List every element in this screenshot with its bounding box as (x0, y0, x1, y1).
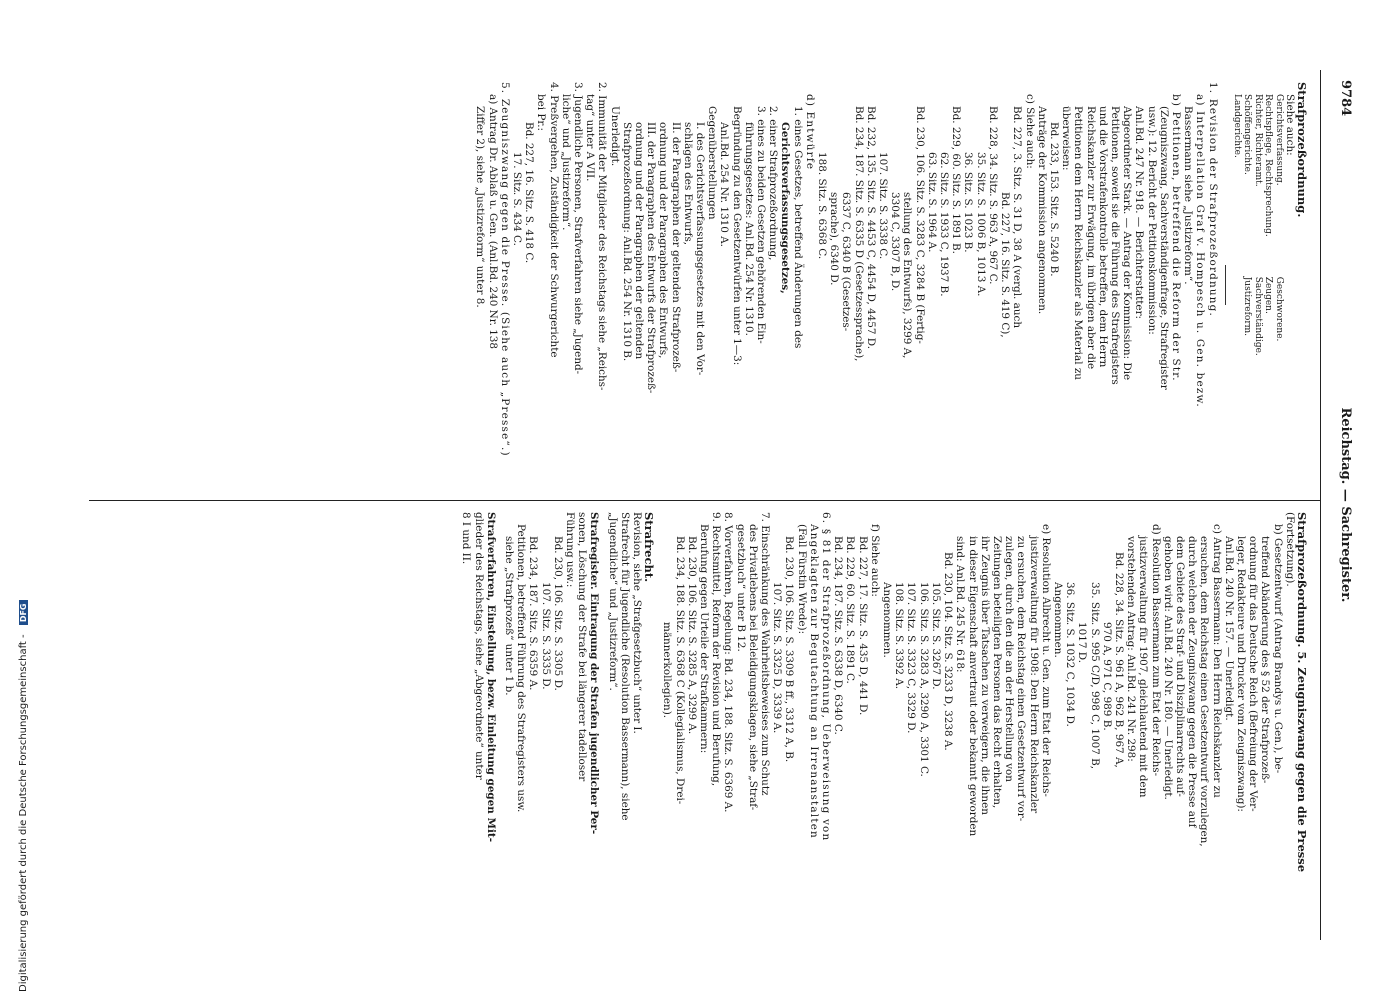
siehe-auch-label: Siehe auch: (1283, 94, 1296, 156)
right-entry-line: vorstehenden Antrag: Anl.Bd. 241 Nr. 298: (1125, 536, 1138, 762)
left-entry-line: Bd. 228, 34. Sitz. S. 963 A, 967 C. (986, 106, 999, 285)
left-entry-line: Bd. 232, 135. Sitz. S. 4453 C, 4454 D, 4457 D. (864, 106, 877, 350)
right-entry-line: in dieser Eigenschaft anvertraut oder bekannt geworden (966, 536, 979, 837)
left-entry-line: I. des Gerichtsverfassungsgesetzes mit den Vor- (694, 122, 707, 376)
right-entry-line: dem Gebiete des Straf- und Disziplinarrechts auf- (1173, 536, 1186, 797)
right-entry-line: glieder des Reichstags, siehe „Abgeordnete“ unter (472, 512, 485, 780)
right-entry-line: durch welchen der Zeugniszwang gegen die Presse auf (1186, 536, 1199, 828)
left-entry-line: stellung des Entwurfs), 3299 A, (901, 192, 914, 359)
right-entry-line: männerkollegien). (661, 622, 674, 719)
right-entry-line: 107. Sitz. S. 3335 D. (539, 582, 552, 690)
left-entry-line: führungsgesetzes: Anl.Bd. 254 Nr. 1310. (742, 122, 755, 336)
right-entry-line: leger, Redakteure und Drucker vom Zeugniszwang): (1234, 536, 1247, 812)
left-entry-line: 6337 C, 6340 B (Gesetzes- (840, 192, 853, 332)
left-entry-line: Gegenüberstellungen (706, 106, 719, 220)
right-entry-line: Führung usw.: (564, 512, 577, 588)
right-entry-line: 8. Vorverfahren, Regelung: Bd. 234, 188. Sitz. S. 6369 A. (722, 512, 735, 813)
right-entry-line: 6. § 81 der Strafprozeßordnung, Ueberweisung von (820, 512, 833, 842)
right-entry-line: Bd. 230, 104. Sitz. S. 3233 D, 3238 A. (942, 552, 955, 751)
left-entry-line: Bd. 227, 16. Sitz. S. 418 C. (523, 122, 536, 264)
section-title: Strafprozeßordnung. (1295, 82, 1309, 218)
siehe-list-2 (1232, 277, 1284, 356)
column-divider (89, 500, 1321, 501)
siehe-item: Justizreform. (1242, 276, 1253, 337)
left-entry-line: Ziffer 2), siehe „Justizreform“ unter 8. (474, 106, 487, 308)
left-entry-line: Bd. 230, 106. Sitz. S. 3283 C, 3284 B (Fertig- (913, 106, 926, 344)
left-entry-line: Bd. 234, 187. Sitz. S. 6335 D (Gesetzessprache), (852, 106, 865, 362)
right-entry-line: Petitionen, betreffend Führung des Strafregisters usw. (515, 524, 528, 813)
right-entry-line: 8 I und II. (460, 512, 473, 565)
header-rule (1320, 70, 1321, 940)
right-entry-line: f) Siehe auch: (868, 524, 881, 597)
left-entry-line: Reichskanzler zur Erwägung, im übrigen aber die (1084, 106, 1097, 370)
page-header (1331, 80, 1353, 930)
right-entry-line: 107. Sitz. S. 3323 C, 3329 D. (905, 582, 918, 734)
footer-text: Digitalisierung gefördert durch die Deutsche Forschungsgemeinschaft - (18, 634, 29, 992)
left-entry-line: 3304 C, 3307 B, D. (889, 192, 902, 292)
right-entry-line: Bd. 230, 106. Sitz. S. 3309 B ff., 3312 A, B. (783, 536, 796, 763)
left-column-entries (474, 82, 1218, 487)
left-entry-line: Petitionen dem Herrn Reichskanzler als Material zu (1072, 106, 1085, 380)
left-entry-line: Bd. 227, 3. Sitz. S. 31 D, 38 A (vergl. auch (1011, 106, 1024, 329)
right-entry-line: gesetzbuch“ unter B 12. (734, 524, 747, 652)
siehe-list-1 (1232, 94, 1284, 237)
siehe-item: Rechtspflege, Rechtsprechung. (1263, 94, 1274, 237)
siehe-item: Zeugen. (1263, 276, 1274, 314)
right-entry-line: sonen, Löschung der Strafe bei längerer tadelloser (576, 512, 589, 782)
left-entry-line: 3. Jugendliche Personen, Strafverfahren siehe „Jugend- (572, 82, 584, 375)
right-entry-line: Bd. 227, 17. Sitz. S. 435 D, 441 D. (856, 536, 869, 716)
left-entry-line: schlägen des Entwurfs, (681, 122, 694, 246)
left-entry-line: 107. Sitz. S. 3338 C. (877, 152, 890, 260)
left-entry-line: (Zeugniszwang, Sachverständigenfrage, Strafregister (1157, 106, 1170, 390)
left-entry-line: 4. Preßvergehen, Zuständigkeit der Schwurgerichte (547, 82, 560, 358)
left-entry-line: a) Antrag Dr. Ablaß u. Gen. (Anl.Bd. 240 Nr. 138 (486, 94, 499, 350)
left-entry-line: Strafprozeßordnung: Anl.Bd. 254 Nr. 1310 B. (620, 122, 633, 362)
right-entry-line: 7. Einschränkung des Wahrheitsbeweises zum Schutz (759, 512, 772, 796)
siehe-item: Richter, Richteramt. (1252, 94, 1263, 187)
dfg-logo: DFG (19, 601, 28, 626)
right-entry-line: 35. Sitz. S. 995 C/D, 998 C, 1007 B, (1088, 582, 1101, 770)
right-entry-line: Strafrecht für Jugendliche (Resolution Bassermann), siehe (618, 512, 631, 821)
siehe-item: Geschworene. (1273, 276, 1284, 342)
left-entry-line: Bd. 233, 153. Sitz. S. 5240 B. (1047, 122, 1060, 277)
right-entry-line: d) Resolution Bassermann zum Etat der Reichs- (1149, 524, 1162, 777)
left-entry-line: 62. Sitz. S. 1933 C, 1937 B. (938, 152, 951, 297)
right-entry-line: gehoben wird: Anl.Bd. 240 Nr. 180. — Unerledigt. (1161, 536, 1174, 800)
right-entry-line: Strafrecht. (642, 512, 657, 583)
right-entry-line: Anl.Bd. 240 Nr. 157. — Unerledigt. (1222, 536, 1235, 721)
right-entry-line: 105. Sitz. S. 3267 D. (929, 582, 942, 690)
right-entry-line: treffend Abänderung des § 52 der Strafprozeß- (1259, 536, 1272, 784)
right-entry-line: 106. Sitz. S. 3283 A, 3290 A, 3301 C. (917, 582, 930, 777)
right-entry-line: Bd. 230, 106. Sitz. S. 3305 D. (551, 536, 564, 691)
left-entry-line: 1. Revision der Strafprozeßordnung. (1206, 82, 1219, 318)
right-entry-line: ihr Zeugnis über Tatsachen zu verweigern, die ihnen (978, 536, 991, 815)
right-entry-line: 970 A, 971 C, 989 B. (1100, 622, 1113, 731)
left-entry-line: 188. Sitz. S. 6368 C. (816, 152, 829, 260)
right-entry-line: Angenommen. (1051, 582, 1064, 658)
left-entry-line: 36. Sitz. S. 1023 B. (962, 152, 975, 253)
left-entry-line: Unerledigt. (608, 106, 621, 167)
right-entry-line: Strafregister. Eintragung der Strafen jugendlicher Per- (588, 512, 601, 835)
left-entry-line: 2. Immunität der Mitglieder des Reichstags siehe „Reichs- (596, 82, 609, 391)
left-entry-line: a) Interpellation Graf v. Hompesch u. Gen. bezw. (1194, 94, 1207, 408)
right-entry-line: c) Antrag Bassermann: Den Herrn Reichskanzler zu (1210, 524, 1223, 798)
right-entry-line: b) Gesetzentwurf (Antrag Brandys u. Gen.), be- (1271, 524, 1284, 774)
left-entry-line: usw.): 12. Bericht der Petitionskommission: (1145, 106, 1158, 335)
right-entry-line: ordnung für das Deutsche Reich (Befreiung der Ver- (1247, 536, 1260, 812)
left-entry-line: II. der Paragraphen der geltenden Strafprozeß- (669, 122, 682, 373)
left-entry-line: 63. Sitz. S. 1964 A. (925, 152, 938, 253)
right-entry-line: des Privatlebens bei Beleidigungsklagen, siehe „Straf- (746, 524, 759, 811)
right-entry-line: (Fortsetzung). (1283, 512, 1296, 587)
digitization-footer (18, 2, 38, 992)
right-entry-line: Angenommen. (881, 582, 894, 658)
right-entry-line: siehe „Strafprozeß“ unter 1 b. (503, 536, 515, 696)
left-entry-line: 3. eines zu beiden Gesetzen gehörenden Ein- (755, 106, 768, 344)
left-entry-line: und die Vorstrafenkontrolle betreffen, dem Herrn (1096, 106, 1109, 368)
left-entry-line: 5. Zeugniszwang gegen die Presse. (Siehe auch „Presse“.) (498, 82, 511, 457)
right-entry-line: (Fall Fürstin Wrede): (795, 524, 808, 635)
left-entry-line: Anl.Bd. 247 Nr. 918. — Berichterstatter: (1133, 106, 1146, 320)
right-entry-line: 1017 D. (1076, 622, 1089, 664)
siehe-auch-list (1232, 82, 1284, 487)
left-entry-line: c) Siehe auch: (1023, 94, 1036, 169)
right-entry-line: Revision, siehe „Strafgesetzbuch“ unter I. (631, 512, 644, 734)
page-number: 9784 (1338, 80, 1353, 117)
right-entry-line: 9. Rechtsmittel, Reform der Revision und Berufung, (710, 512, 723, 787)
right-column (460, 512, 1308, 917)
left-entry-line: d) Entwürfe (803, 94, 816, 171)
separator-dash (1225, 265, 1226, 305)
right-entry-line: Bd. 234, 187. Sitz. S. 6338 D, 6340 C. (832, 536, 845, 735)
left-entry-line: Gerichtsverfassungsgesetzes, (779, 122, 792, 294)
left-entry-line: ordnung und der Paragraphen der geltenden (633, 122, 646, 360)
right-entry-line: Angeklagten zur Begutachtung an Irrenanstalten (807, 524, 820, 839)
right-entry-line: justizverwaltung für 1907, gleichlautend mit dem (1137, 536, 1150, 798)
left-entry-line: tag“ unter A VII. (584, 94, 597, 182)
left-entry-line: Begründung zu den Gesetzentwürfen unter 1—3: (730, 106, 743, 366)
left-entry-line: b) Petitionen, betreffend die Reform der Str. (1169, 94, 1182, 382)
siehe-item: Sachverständige. (1252, 276, 1263, 356)
left-entry-line: liche“ und „Justizreform“. (559, 94, 572, 231)
right-column-entries (460, 512, 1308, 917)
left-entry-line: überweisen: (1060, 106, 1073, 171)
left-entry-line: Anträge der Kommission angenommen. (1035, 106, 1048, 315)
right-entry-line (497, 512, 503, 917)
left-entry-line: 1. eines Gesetzes, betreffend Änderungen des (791, 106, 804, 349)
right-entry-line: zu ersuchen, dem Reichstag einen Gesetzentwurf vor- (1015, 536, 1028, 822)
left-entry-line: Bd. 227, 16. Sitz. S. 419 C), (999, 192, 1012, 338)
right-entry-line: Bd. 228, 34. Sitz. S. 961 A, 962 B, 967 A, (1112, 552, 1125, 768)
left-entry-line: Bd. 229, 60. Sitz. S. 1891 B. (950, 106, 963, 254)
right-entry-line: „Jugendliche“ und „Justizreform“. (606, 512, 619, 691)
right-entry-line: 108. Sitz. S. 3392 A. (893, 582, 906, 690)
left-entry-line: Bassermann siehe „Justizreform“. (1182, 106, 1195, 285)
right-entry-line: Berufung gegen Urteile der Strafkammern: (698, 524, 711, 754)
left-entry-line: 2. einer Strafprozeßordnung, (767, 106, 780, 261)
siehe-item: Landgerichte. (1231, 94, 1242, 158)
right-entry-line: justizverwaltung für 1908: Den Herrn Reichskanzler (1027, 536, 1040, 814)
left-entry-line: Anl.Bd. 254 Nr. 1310 A. (718, 122, 731, 247)
left-entry-line: III. der Paragraphen des Entwurfs der Strafprozeß- (645, 122, 658, 394)
left-entry-line: ordnung und der Paragraphen des Entwurfs, (657, 122, 670, 359)
right-entry-line: Zeitungen beteiligten Personen das Recht erhalten, (990, 536, 1003, 809)
right-entry-line: e) Resolution Albrecht u. Gen. zum Etat der Reichs- (1039, 524, 1052, 797)
left-entry-line: 35. Sitz. S. 1006 B, 1013 A. (974, 152, 987, 297)
left-entry-line: sprache), 6340 D. (828, 192, 841, 286)
left-entry-line: Abgeordneter Stark. — Antrag der Kommission: Die (1121, 106, 1134, 381)
right-entry-line: 36. Sitz. S. 1032 C, 1034 D. (1064, 582, 1077, 727)
right-entry-line: ersuchen, dem Reichstag einen Gesetzentwurf vorzulegen, (1198, 536, 1211, 847)
siehe-item: Schöffengerichte. (1242, 94, 1253, 175)
left-entry-line: bei Pr.: (535, 94, 548, 132)
siehe-item: Gerichtsverfassung. (1273, 94, 1284, 186)
right-entry-line: zulegen, durch den die an der Herstellung von (1003, 536, 1016, 782)
right-entry-line: Bd. 230, 106. Sitz. S. 3285 A, 3299 A. (685, 536, 698, 735)
left-entry-line: Petitionen, soweit sie die Führung des Strafregisters (1108, 106, 1121, 385)
right-entry-line: 107. Sitz. S. 3325 D, 3339 A. (771, 582, 784, 734)
right-entry-line: sind: Anl.Bd. 245 Nr. 618: (954, 536, 967, 673)
left-entry-line: 17. Sitz. S. 434 C. (510, 152, 523, 246)
right-entry-line: Bd. 234, 188. Sitz. S. 6368 C (Kollegialismus, Drei- (673, 536, 686, 805)
left-column (474, 82, 1308, 487)
right-entry-line: Bd. 234, 187. Sitz. S. 6359 A. (527, 536, 540, 691)
right-entry-line: Strafprozeßordnung. 5. Zeugniszwang gegen die Presse (1295, 512, 1309, 873)
right-entry-line: Bd. 229, 60. Sitz. S. 1891 C. (844, 536, 857, 684)
running-title: Reichstag. — Sachregister. (1338, 407, 1353, 603)
right-entry-line: Strafverfahren, Einstellung, bezw. Einleitung gegen Mit- (484, 512, 497, 843)
